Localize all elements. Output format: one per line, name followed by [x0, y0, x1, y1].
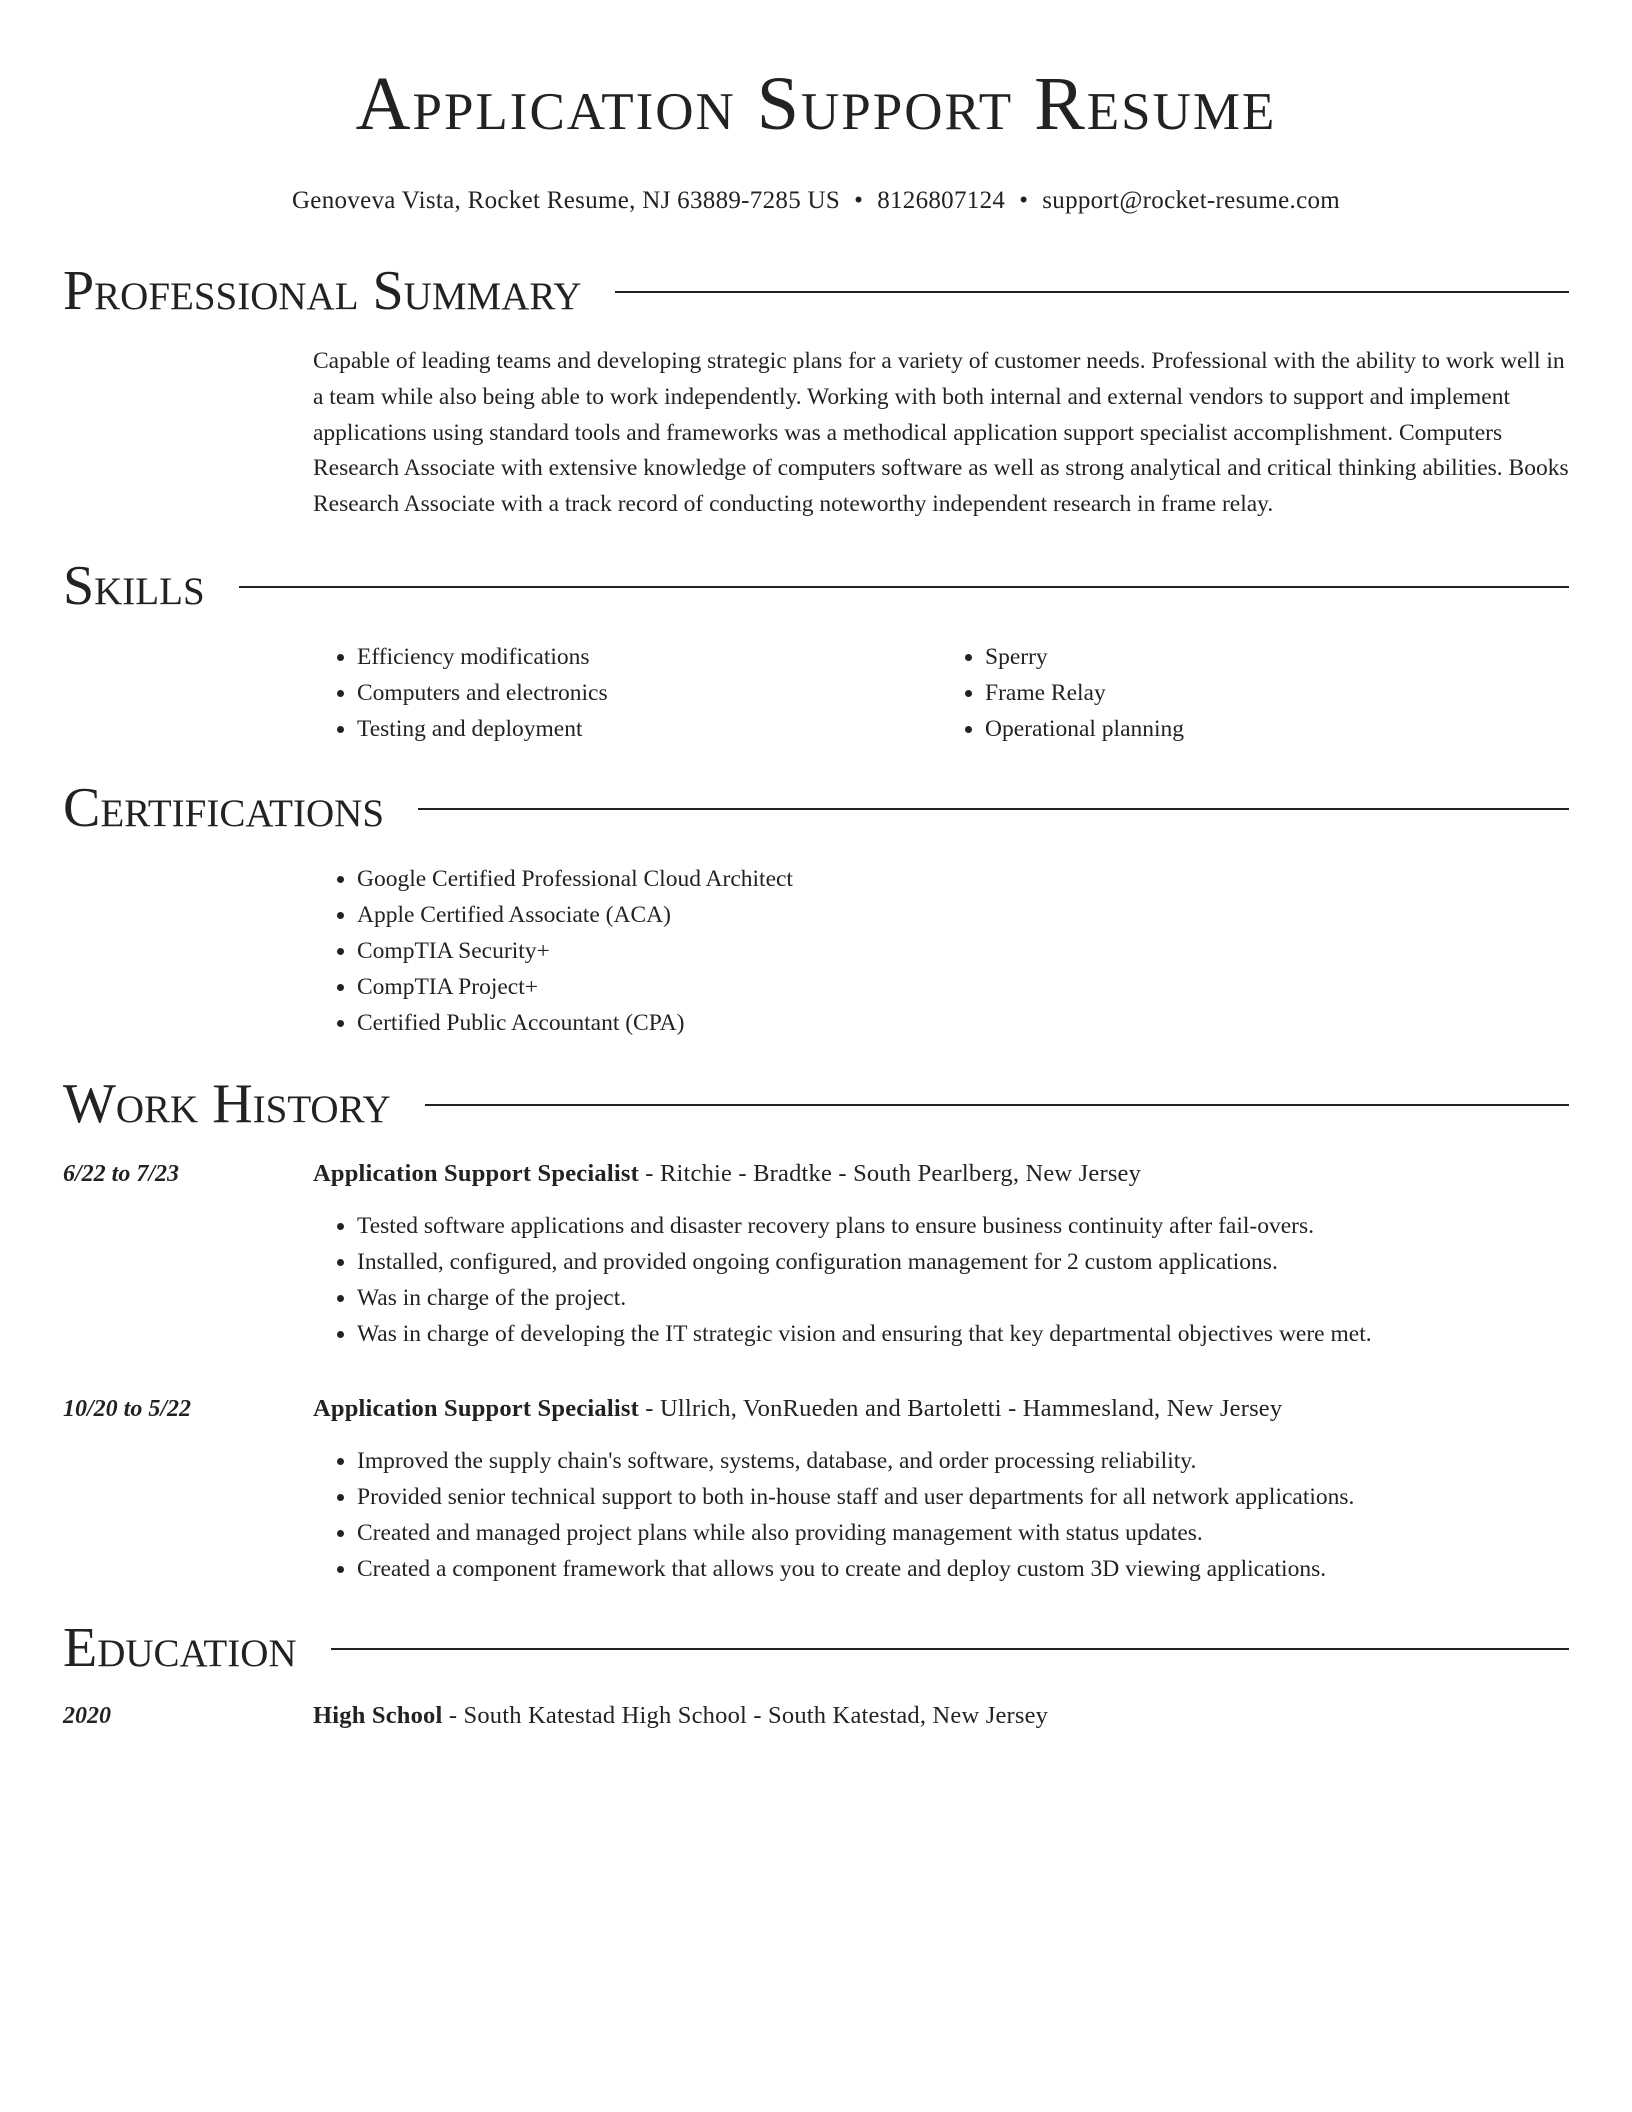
job-bullet: • Tested software applications and disaster recovery plans to ensure business continuity after fail-overs.: [357, 1208, 1569, 1244]
job-bullet: • Improved the supply chain's software, systems, database, and order processing reliability.: [357, 1443, 1569, 1479]
section-title-summary: Professional Summary: [63, 260, 582, 322]
job-bullet: • Was in charge of the project.: [357, 1280, 1569, 1316]
education-year: 2020: [63, 1702, 111, 1729]
section-title-certifications: Certifications: [63, 776, 385, 839]
job-entry: [63, 1392, 1569, 1587]
contact-address: Genoveva Vista, Rocket Resume, NJ 63889-7285 US: [291, 187, 841, 214]
job-bullet: • Created and managed project plans while also providing management with status updates.: [357, 1515, 1569, 1551]
section-divider: [418, 808, 1569, 810]
contact-email: support@rocket-resume.com: [1042, 187, 1341, 214]
education-section: [63, 1617, 1569, 1733]
job-role: Application Support Specialist: [313, 1394, 639, 1422]
section-divider: [239, 586, 1569, 588]
section-title-work-history: Work History: [63, 1072, 391, 1135]
job-bullet: • Created a component framework that allows you to create and deploy custom 3D viewing applications.: [357, 1551, 1569, 1587]
section-title-skills: Skills: [63, 554, 205, 617]
job-details: - Ullrich, VonRueden and Bartoletti - Hammesland, New Jersey: [638, 1394, 1283, 1422]
certification-item: • Google Certified Professional Cloud Architect: [357, 861, 1569, 897]
section-divider: [425, 1104, 1569, 1106]
summary-text: Capable of leading teams and developing strategic plans for a variety of customer needs. Professional with the ability to work well in a team while also being able to work independently. Working with both internal and external vendors to support and implement applications using standard tools and frameworks was a methodical application support specialist accomplishment. Computers Research Associate with extensive knowledge of computers software as well as strong analytical and critical thinking abilities. Books Research Associate with a track record of conducting noteworthy independent research in frame relay.: [313, 348, 1569, 518]
job-bullets: [313, 1443, 1569, 1587]
certifications-block: [313, 861, 1569, 1041]
section-header: [63, 1073, 1569, 1135]
job-dates: 10/20 to 5/22: [63, 1395, 192, 1422]
job-heading: [313, 1157, 1569, 1191]
job-bullets: [313, 1208, 1569, 1352]
certification-item: • Apple Certified Associate (ACA): [357, 897, 1569, 933]
contact-separator: •: [1019, 187, 1029, 214]
contact-line: [63, 184, 1569, 218]
education-body: [313, 1699, 1569, 1733]
section-header: [63, 1617, 1569, 1679]
skills-list-right: [941, 639, 1569, 747]
certification-item: • CompTIA Project+: [357, 969, 1569, 1005]
skill-item: • Frame Relay: [985, 675, 1569, 711]
job-bullet: • Was in charge of developing the IT strategic vision and ensuring that key departmental objectives were met.: [357, 1316, 1569, 1352]
education-degree: High School: [313, 1701, 443, 1729]
contact-phone: 8126807124: [877, 187, 1006, 214]
certification-item: • CompTIA Security+: [357, 933, 1569, 969]
education-details: - South Katestad High School - South Katestad, New Jersey: [442, 1701, 1049, 1729]
certification-item: • Certified Public Accountant (CPA): [357, 1005, 1569, 1041]
section-header: [63, 260, 1569, 322]
section-header: [63, 777, 1569, 839]
skill-item: • Sperry: [985, 639, 1569, 675]
job-bullet: • Installed, configured, and provided ongoing configuration management for 2 custom applications.: [357, 1244, 1569, 1280]
skill-item: • Computers and electronics: [357, 675, 941, 711]
education-heading: [313, 1699, 1569, 1733]
job-dates: 6/22 to 7/23: [63, 1160, 180, 1187]
job-body: [313, 1392, 1569, 1587]
skills-grid: [313, 639, 1569, 747]
certifications-section: [63, 777, 1569, 1041]
section-header: [63, 555, 1569, 617]
skills-list-left: [313, 639, 941, 747]
job-entry: [63, 1157, 1569, 1352]
work-history-section: [63, 1073, 1569, 1587]
job-body: [313, 1157, 1569, 1352]
section-divider: [331, 1648, 1569, 1650]
section-title-education: Education: [63, 1616, 297, 1679]
job-bullet: • Provided senior technical support to both in-house staff and user departments for all network applications.: [357, 1479, 1569, 1515]
skill-item: • Operational planning: [985, 711, 1569, 747]
job-details: - Ritchie - Bradtke - South Pearlberg, New Jersey: [638, 1159, 1142, 1187]
contact-separator: •: [854, 187, 864, 214]
skill-item: • Efficiency modifications: [357, 639, 941, 675]
skills-section: [63, 555, 1569, 747]
section-divider: [615, 291, 1569, 293]
job-role: Application Support Specialist: [313, 1159, 639, 1187]
education-entry: [63, 1699, 1569, 1733]
summary-section: [63, 260, 1569, 523]
resume-title: Application Support Resume: [355, 62, 1277, 146]
certifications-list: [313, 861, 1569, 1041]
skill-item: • Testing and deployment: [357, 711, 941, 747]
job-heading: [313, 1392, 1569, 1426]
